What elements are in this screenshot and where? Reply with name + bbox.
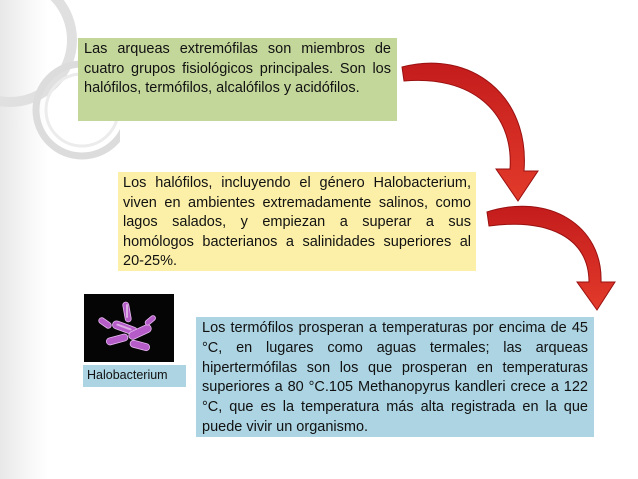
halophiles-text: Los halófilos, incluyendo el género Halobacterium, viven en ambientes extremadamente salinos, como lagos salados, y empiezan a superar a sus homólogos bacterianos a salinidades superiores al 20-25%. [123,175,471,269]
halobacterium-micrograph-icon [84,294,174,362]
curved-arrow-icon [485,198,625,313]
intro-text: Las arqueas extremófilas son miembros de cuatro grupos fisiológicos principales. Son los halófilos, termófilos, alcalófilos y acidófilos. [84,41,391,96]
halobacterium-image [84,294,174,362]
intro-text-box [78,38,397,121]
thermophiles-text: Los termófilos prosperan a temperaturas por encima de 45 °C, en lugares como aguas termales; las arqueas hipertermófilas son los que prosperan en temperaturas superiores a 80 °C.105 Methanopyrus kandleri crece a 122 °C, que es la temperatura más alta registrada en la que puede vivir un organismo. [202,320,588,435]
caption-text: Halobacterium [87,368,168,382]
curved-arrow-icon [400,55,550,205]
thermophiles-text-box [196,317,594,437]
image-caption [83,365,186,387]
